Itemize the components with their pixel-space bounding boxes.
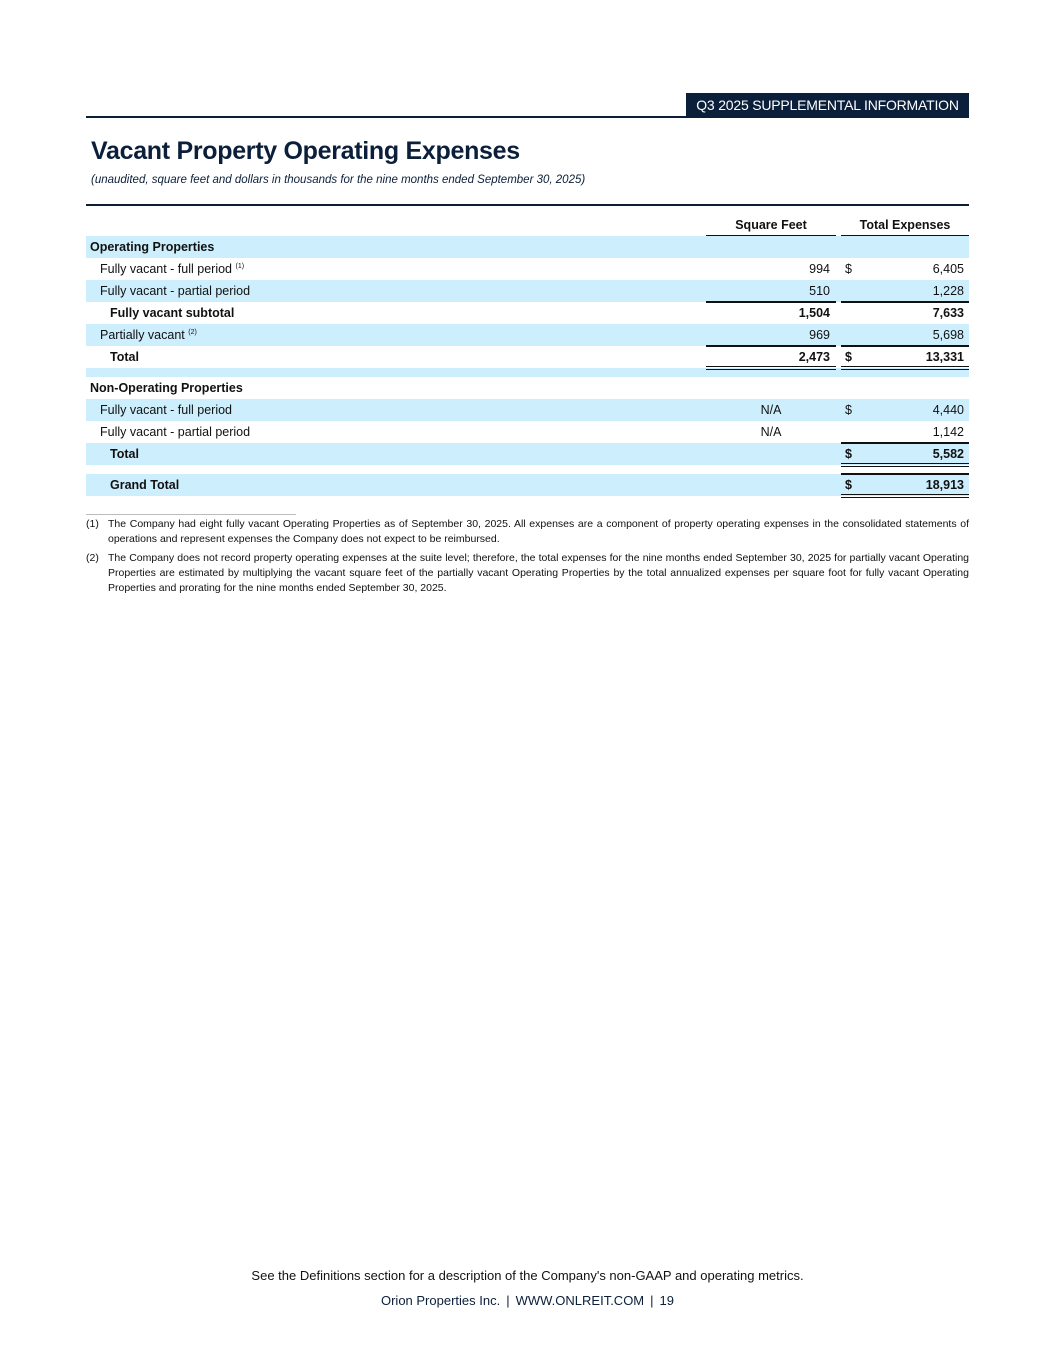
table-row bbox=[86, 258, 969, 280]
row-label: Total bbox=[110, 350, 139, 364]
row-total-expenses: 7,633 bbox=[932, 306, 964, 320]
section-heading-operating bbox=[86, 236, 969, 258]
row-label: Partially vacant $^{(2)}$ bbox=[100, 328, 197, 342]
row-label: Fully vacant - full period bbox=[100, 403, 233, 417]
row-square-feet: 1,504 bbox=[798, 306, 830, 320]
footnote-number: (1) bbox=[86, 518, 99, 530]
col-header-total-expenses: Total Expenses bbox=[859, 218, 951, 232]
row-total-expenses: 13,331 bbox=[925, 350, 964, 364]
row-total-expenses: 6,405 bbox=[932, 262, 964, 276]
footer-company: Orion Properties Inc. bbox=[380, 1293, 501, 1308]
non-op-total-rule bbox=[841, 442, 969, 444]
title-rule bbox=[86, 204, 969, 206]
row-dollar-sign: $ bbox=[845, 262, 852, 276]
footer-separator: | bbox=[506, 1293, 510, 1308]
row-dollar-sign: $ bbox=[845, 447, 852, 461]
row-square-feet: N/A bbox=[760, 425, 782, 439]
section-heading-label: Operating Properties bbox=[90, 240, 215, 254]
table-row bbox=[86, 280, 969, 302]
spacer-row bbox=[86, 465, 969, 474]
row-square-feet: N/A bbox=[760, 403, 782, 417]
total-rule-square-feet bbox=[706, 345, 836, 347]
footer-website-link[interactable]: WWW.ONLREIT.COM bbox=[515, 1293, 645, 1308]
total-double-rule-total-expenses bbox=[841, 366, 969, 370]
row-label: Fully vacant - partial period bbox=[100, 284, 251, 298]
grand-total-rule bbox=[841, 473, 969, 475]
footnote-text: The Company does not record property operating expenses at the suite level; therefore, the total expenses for the nine months ended September 30, 2025 for partially vacant Operating Properties are estimated by multiplying the vacant square feet of the partially vacant Operating Properties by the total annualized expenses per square foot for fully vacant Operating Properties and prorating for the nine months ended September 30, 2025. bbox=[108, 552, 969, 594]
row-square-feet: 510 bbox=[809, 284, 830, 298]
table-row-total bbox=[86, 346, 969, 368]
definitions-note: See the Definitions section for a description of the Company's non-GAAP and operating metrics. bbox=[251, 1268, 804, 1283]
total-rule-total-expenses bbox=[841, 345, 969, 347]
page-footer bbox=[0, 1293, 1055, 1308]
page-title: Vacant Property Operating Expenses bbox=[91, 137, 520, 165]
total-double-rule-square-feet bbox=[706, 366, 836, 370]
table-row bbox=[86, 399, 969, 421]
footnote-ref: (1) bbox=[235, 263, 245, 270]
col-header-square-feet: Square Feet bbox=[735, 218, 807, 232]
row-label: Fully vacant - partial period bbox=[100, 425, 251, 439]
row-square-feet: 969 bbox=[809, 328, 830, 342]
page-subtitle: (unaudited, square feet and dollars in thousands for the nine months ended September 30, 2025) bbox=[91, 174, 586, 186]
row-label: Fully vacant subtotal bbox=[110, 306, 235, 320]
footnote-text: The Company had eight fully vacant Operating Properties as of September 30, 2025. All expenses are a component of property operating expenses in the consolidated statements of operations and represent expenses the Company does not expect to be reimbursed. bbox=[108, 518, 969, 545]
footnote-number: (2) bbox=[86, 552, 99, 564]
row-square-feet: 994 bbox=[809, 262, 830, 276]
table-row bbox=[86, 324, 969, 346]
page-number: 19 bbox=[659, 1293, 674, 1308]
row-label: Fully vacant - full period $^{(1)}$ bbox=[100, 262, 245, 276]
non-op-total-double-rule bbox=[841, 463, 969, 467]
table-row bbox=[86, 421, 969, 443]
header-tag: Q3 2025 SUPPLEMENTAL INFORMATION bbox=[686, 93, 969, 118]
row-total-expenses: 4,440 bbox=[932, 403, 964, 417]
header-rule bbox=[86, 116, 686, 118]
subtotal-rule-total-expenses bbox=[841, 301, 969, 303]
footnote-ref: (2) bbox=[188, 329, 197, 336]
section-heading-non-operating bbox=[86, 377, 969, 399]
table-row-total bbox=[86, 443, 969, 465]
row-total-expenses: 1,228 bbox=[932, 284, 964, 298]
table-row-grand-total bbox=[86, 474, 969, 496]
row-label: Grand Total bbox=[110, 478, 180, 492]
vacant-expenses-table bbox=[86, 236, 969, 496]
row-total-expenses: 18,913 bbox=[925, 478, 964, 492]
footnote-2 bbox=[86, 551, 969, 596]
row-dollar-sign: $ bbox=[845, 403, 852, 417]
row-total-expenses: 5,582 bbox=[932, 447, 964, 461]
footer-separator: | bbox=[650, 1293, 654, 1308]
row-total-expenses: 1,142 bbox=[932, 425, 964, 439]
spacer-row bbox=[86, 368, 969, 377]
grand-total-double-rule bbox=[841, 494, 969, 498]
footnote-rule bbox=[86, 514, 296, 515]
row-label: Total bbox=[110, 447, 139, 461]
subtotal-rule-square-feet bbox=[706, 301, 836, 303]
row-dollar-sign: $ bbox=[845, 350, 852, 364]
row-dollar-sign: $ bbox=[845, 478, 852, 492]
row-square-feet: 2,473 bbox=[798, 350, 830, 364]
footnote-1 bbox=[86, 517, 969, 547]
row-total-expenses: 5,698 bbox=[932, 328, 964, 342]
section-heading-label: Non-Operating Properties bbox=[90, 381, 243, 395]
table-row-subtotal bbox=[86, 302, 969, 324]
